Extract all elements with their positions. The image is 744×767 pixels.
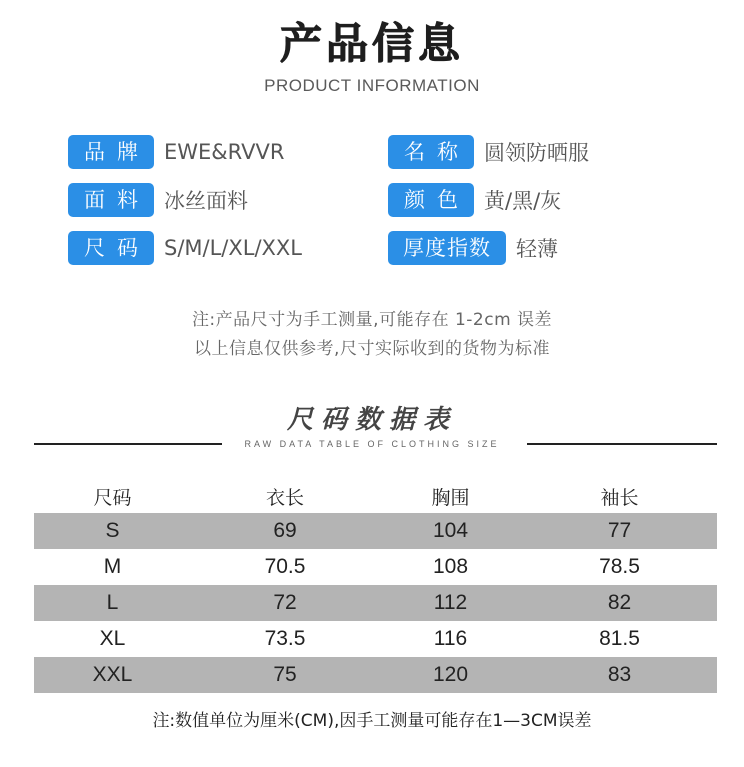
table-row	[34, 585, 717, 621]
header-length: 衣长	[265, 486, 304, 509]
table-row	[34, 657, 717, 693]
cell-length: 69	[273, 519, 297, 542]
cell-size: XL	[99, 627, 126, 650]
cell-sleeve: 77	[607, 519, 632, 542]
cell-sleeve: 82	[607, 591, 632, 614]
table-header-row	[34, 479, 717, 513]
reference-note: 以上信息仅供参考,尺寸实际收到的货物为标准	[194, 339, 550, 359]
info-row-fabric	[68, 183, 248, 217]
color-label: 颜色	[388, 183, 474, 217]
cell-chest: 108	[432, 555, 469, 578]
sizes-value: S/M/L/XL/XXL	[164, 236, 303, 260]
name-value: 圆领防晒服	[484, 141, 589, 165]
page-title: 产品信息	[279, 19, 464, 68]
sizes-label: 尺码	[68, 231, 154, 265]
footer-note: 注:数值单位为厘米(CM),因手工测量可能存在1—3CM误差	[152, 711, 592, 731]
cell-size: S	[105, 519, 120, 542]
brand-label: 品牌	[68, 135, 154, 169]
info-row-name	[388, 135, 589, 169]
size-table-subtitle: RAW DATA TABLE OF CLOTHING SIZE	[244, 439, 500, 449]
thickness-label: 厚度指数	[388, 231, 506, 265]
size-table	[34, 479, 717, 693]
cell-sleeve: 83	[607, 663, 632, 686]
cell-size: XXL	[92, 663, 133, 686]
fabric-label: 面料	[68, 183, 154, 217]
cell-length: 75	[273, 663, 297, 686]
info-row-color	[388, 183, 561, 217]
cell-sleeve: 78.5	[599, 555, 640, 578]
table-row	[34, 513, 717, 549]
info-row-brand	[68, 135, 284, 169]
measurement-note: 注:产品尺寸为手工测量,可能存在 1-2cm 误差	[191, 310, 553, 330]
page-subtitle: PRODUCT INFORMATION	[264, 76, 480, 95]
info-row-thickness	[388, 231, 558, 265]
cell-chest: 104	[432, 519, 469, 542]
size-table-title: 尺码数据表	[286, 405, 457, 435]
name-label: 名称	[388, 135, 474, 169]
fabric-value: 冰丝面料	[164, 189, 248, 213]
color-value: 黄/黑/灰	[484, 189, 562, 213]
cell-length: 73.5	[264, 627, 306, 650]
header-chest: 胸围	[431, 486, 470, 509]
cell-size: M	[103, 555, 122, 578]
cell-sleeve: 81.5	[599, 627, 640, 650]
thickness-value: 轻薄	[516, 237, 558, 261]
table-row	[34, 549, 717, 585]
cell-chest: 116	[433, 627, 468, 650]
header-sleeve: 袖长	[600, 486, 639, 509]
table-row	[34, 621, 717, 657]
header-size: 尺码	[93, 486, 132, 509]
cell-length: 72	[273, 591, 297, 614]
info-row-sizes	[68, 231, 302, 265]
product-info-block	[0, 135, 744, 267]
cell-size: L	[106, 591, 119, 614]
cell-length: 70.5	[264, 555, 306, 578]
cell-chest: 120	[432, 663, 469, 686]
brand-value: EWE&RVVR	[164, 140, 285, 164]
cell-chest: 112	[433, 591, 468, 614]
